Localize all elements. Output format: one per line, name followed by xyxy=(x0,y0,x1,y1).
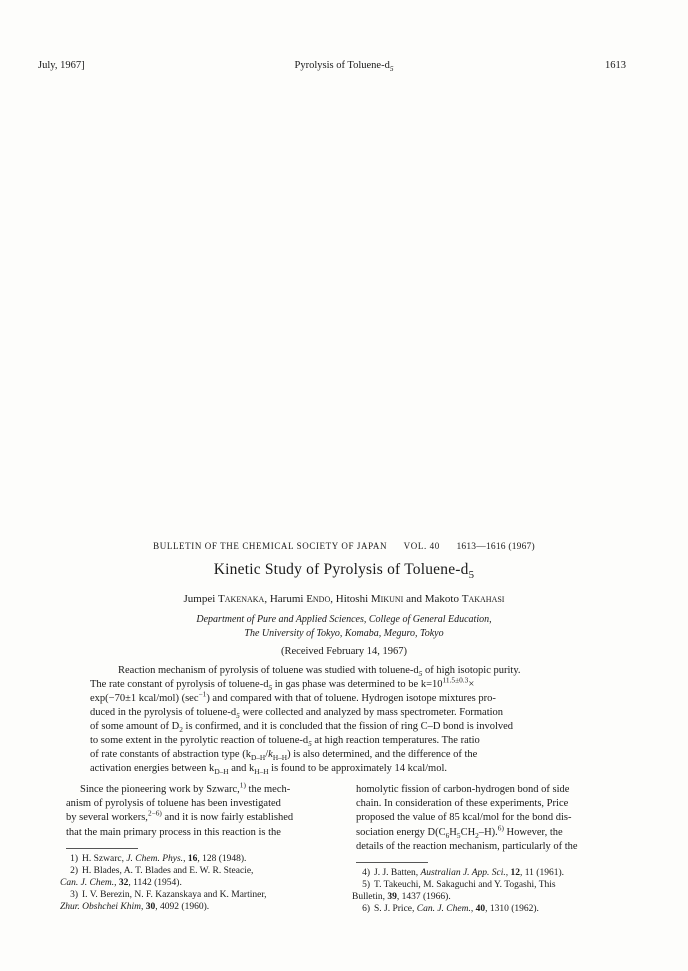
body-line: details of the reaction mechanism, particularly of the xyxy=(356,840,578,852)
journal-pages-year: 1613—1616 (1967) xyxy=(456,542,535,552)
body-line: proposed the value of 85 kcal/mol for the bond dis- xyxy=(356,812,572,824)
authors: Jumpei Takenaka, Harumi Endo, Hitoshi Mikuni and Makoto Takahasi xyxy=(183,593,505,605)
page-number: 1613 xyxy=(605,60,626,71)
body-line: Since the pioneering work by Szwarc,$^{1)}$ the mech- xyxy=(80,780,291,795)
article-title-text: Kinetic Study of Pyrolysis of Toluene-d xyxy=(213,561,469,578)
footnote-4: 4) J. J. Batten, Australian J. App. Sci., 12, 11 (1961). xyxy=(362,868,565,878)
footnote-3-cont: Zhur. Obshchei Khim, 30, 4092 (1960). xyxy=(60,902,210,912)
abstract xyxy=(90,664,601,776)
body-line: that the main primary process in this reaction is the xyxy=(66,826,281,838)
footnote-rule-left xyxy=(66,848,138,849)
body-left-column xyxy=(66,780,314,840)
footnote-2-cont: Can. J. Chem., 32, 1142 (1954). xyxy=(60,878,182,888)
footnote-1: 1) H. Szwarc, J. Chem. Phys., 16, 128 (1948). xyxy=(70,854,247,864)
received-date: (Received February 14, 1967) xyxy=(281,646,407,657)
body-line: chain. In consideration of these experiments, Price xyxy=(356,798,569,810)
author-3-first: Hitoshi xyxy=(335,593,369,605)
authors-conj: and xyxy=(406,593,422,605)
running-header-left: July, 1967] xyxy=(38,60,85,71)
body-line: sociation energy $D(C_6H_5CH_2-H).^{6)}$ However, the xyxy=(356,823,563,840)
footnote-2: 2) H. Blades, A. T. Blades and E. W. R. Steacie, xyxy=(70,866,254,876)
journal-name: BULLETIN OF THE CHEMICAL SOCIETY OF JAPAN xyxy=(153,541,388,551)
footnote-5: 5) T. Takeuchi, M. Sakaguchi and Y. Togashi, This xyxy=(362,880,556,890)
body-line: homolytic fission of carbon-hydrogen bond of side xyxy=(356,784,570,795)
running-header-title-text: Pyrolysis of Toluene-d xyxy=(294,60,390,71)
footnote-5-cont: Bulletin, 39, 1437 (1966). xyxy=(352,892,451,902)
footnotes-right xyxy=(352,867,604,915)
author-2-last: Endo xyxy=(306,593,331,605)
affiliation-line-2: The University of Tokyo, Komaba, Meguro, Tokyo xyxy=(244,628,444,639)
journal-volume: VOL. 40 xyxy=(403,541,440,551)
abstract-line: exp(−70±1 kcal/mol) $(\sec^{-1})$ and compared with that of toluene. Hydrogen isotope mixtures pro- xyxy=(90,689,496,704)
affiliation-line-1: Department of Pure and Applied Sciences, College of General Education, xyxy=(196,614,492,625)
body-line: by several workers,$^{2-6)}$ and it is now fairly established xyxy=(66,808,294,824)
journal-line xyxy=(0,541,688,552)
abstract-line: Reaction mechanism of pyrolysis of toluene was studied with toluene-$d_5$ of high isotopic purity. xyxy=(118,665,521,679)
running-header-title-sub: 5 xyxy=(389,64,394,74)
body-line: anism of pyrolysis of toluene has been investigated xyxy=(66,798,281,810)
article-title-sub: 5 xyxy=(468,569,475,582)
author-2-first: Harumi xyxy=(269,593,304,605)
running-header-title xyxy=(0,60,688,74)
footnotes-left xyxy=(60,853,312,913)
abstract-line: activation energies between $k_{D-H}$ and $k_{H-H}$ is found to be approximately 14 kcal/mol. xyxy=(90,763,448,777)
article-title xyxy=(0,561,688,582)
author-3-last: Mikuni xyxy=(370,593,404,605)
footnote-6: 6) S. J. Price, Can. J. Chem., 40, 1310 (1962). xyxy=(362,904,539,914)
footnote-3: 3) I. V. Berezin, N. F. Kazanskaya and K. Martiner, xyxy=(70,890,267,900)
abstract-line: of rate constants of abstraction type $(k_{D-H}/k_{H-H})$ is also determined, and the difference of the xyxy=(90,749,478,763)
abstract-line: of some amount of $D_2$ is confirmed, and it is concluded that the fission of ring C–D bond is involved xyxy=(90,721,514,735)
footnote-rule-right xyxy=(356,862,428,863)
body-right-column xyxy=(356,783,604,854)
abstract-line: The rate constant of pyrolysis of toluene-$d_5$ in gas phase was determined to be $k=10^{11.5\pm 0.3}\times$ xyxy=(90,675,475,693)
author-4-last: Takahasi xyxy=(461,593,505,605)
author-1-first: Jumpei xyxy=(183,593,216,605)
abstract-line: to some extent in the pyrolytic reaction of toluene-$d_5$ at high reaction temperatures. The ratio xyxy=(90,735,480,749)
author-1-last: Takenaka xyxy=(218,593,265,605)
author-4-first: Makoto xyxy=(424,593,459,605)
abstract-line: duced in the pyrolysis of toluene-$d_5$ were collected and analyzed by mass spectrometer. Formation xyxy=(90,707,504,721)
